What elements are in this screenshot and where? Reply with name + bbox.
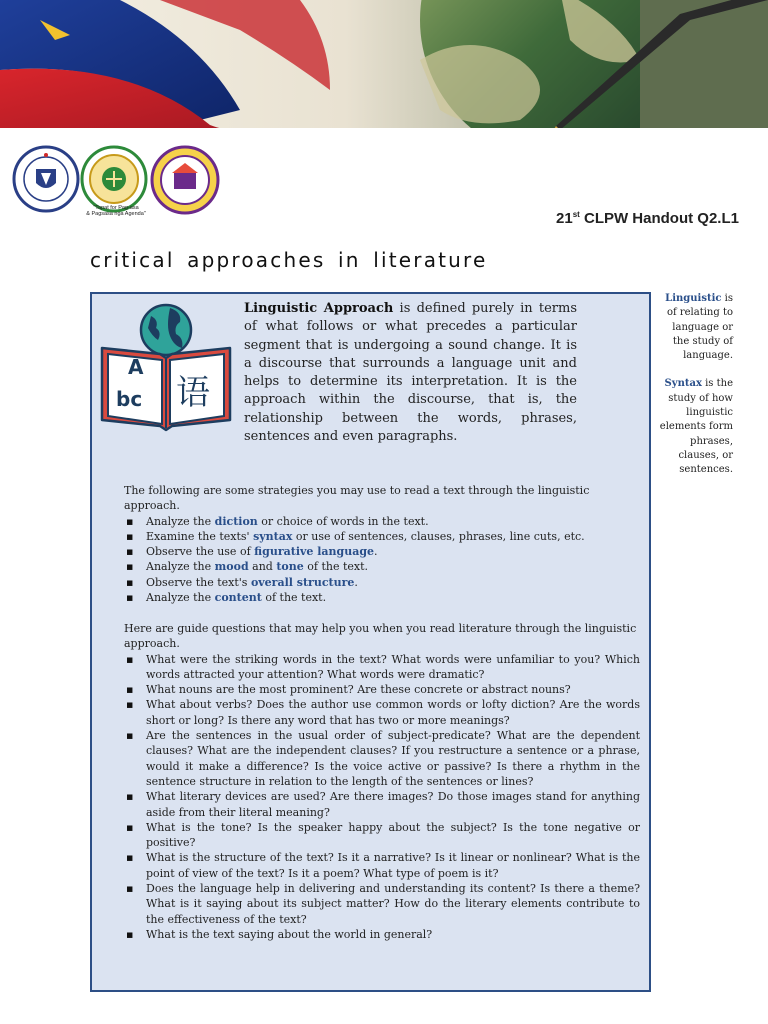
seal-caption: "Tapat for Pag-asa & Pagsasa nga Agenda": [86, 205, 146, 217]
questions-lead: Here are guide questions that may help you when you read literature through the linguistic approach.: [124, 622, 637, 651]
strategy-item: ▪ Analyze the mood and tone of the text.: [124, 559, 640, 574]
question-item: ▪ What nouns are the most prominent? Are these concrete or abstract nouns?: [124, 682, 640, 697]
question-item: ▪ Does the language help in delivering and understanding its content? Is there a theme? What is it saying about its subject matter? How do the literary elements contribute to the effectiveness of the text?: [124, 881, 640, 927]
handout-label: 21st CLPW Handout Q2.L1: [556, 210, 739, 227]
question-item: ▪ What were the striking words in the text? What words were unfamiliar to you? Which words attracted your attention? What words were dramatic?: [124, 652, 640, 683]
sidenote-linguistic: Linguistic is of relating to language or the study of language.: [665, 293, 733, 362]
division-seal: [150, 145, 220, 215]
strategy-item: ▪ Observe the text's overall structure.: [124, 575, 640, 590]
strategy-item: ▪ Analyze the diction or choice of words in the text.: [124, 514, 640, 529]
seals-row: [12, 145, 224, 215]
question-item: ▪ What is the tone? Is the speaker happy about the subject? Is the tone negative or positive?: [124, 820, 640, 851]
side-notes: [655, 292, 733, 492]
questions-section: [124, 621, 640, 942]
sidenote-syntax: Syntax is the study of how linguistic elements form phrases, clauses, or sentences.: [659, 378, 733, 476]
question-item: ▪ What is the structure of the text? Is it a narrative? Is it linear or nonlinear? What is the point of view of the text? Is it a poem? What type of poem is it?: [124, 850, 640, 881]
question-item: ▪ What is the text saying about the world in general?: [124, 927, 640, 942]
content-box: [90, 292, 651, 992]
header-banner: [0, 0, 768, 140]
strategy-item: ▪ Observe the use of figurative language.: [124, 544, 640, 559]
questions-list: [124, 652, 640, 943]
strategies-section: [124, 483, 640, 605]
strategy-item: ▪ Analyze the content of the text.: [124, 590, 640, 605]
deped-seal: [12, 145, 80, 213]
strategies-list: [124, 514, 640, 606]
question-item: ▪ What about verbs? Does the author use common words or lofty diction? Are the words short or long? Is there any word that has two or more meanings?: [124, 697, 640, 728]
page-title: critical approaches in literature: [90, 248, 488, 272]
icon-letters-bc: bc: [116, 387, 143, 411]
strategy-item: ▪ Examine the texts' syntax or use of sentences, clauses, phrases, line cuts, etc.: [124, 529, 640, 544]
intro-paragraph: [244, 300, 577, 446]
question-item: ▪ Are the sentences in the usual order of subject-predicate? What are the dependent clauses? What are the independent clauses? If you restructure a sentence or a phrase, would it make a difference? Is the voice active or passive? Is there a rhythm in the sentence structure in relation to the length of the sentences or lines?: [124, 728, 640, 789]
question-item: ▪ What literary devices are used? Are there images? Do those images stand for anything aside from their literal meaning?: [124, 789, 640, 820]
globe-book-icon: [96, 298, 236, 436]
intro-term: Linguistic Approach: [244, 301, 394, 316]
strategies-lead: The following are some strategies you may use to read a text through the linguistic approach.: [124, 484, 590, 513]
region-seal: [80, 145, 148, 213]
icon-char: 语: [176, 373, 210, 413]
intro-text: is defined purely in terms of what follows or what precedes a particular segment that is undergoing a sound change. It is a discourse that surrounds a language unit and helps to determine its interpretation. It is the approach within the discourse, that is, the relationship between the words, phrases, sentences and even paragraphs.: [244, 301, 577, 445]
icon-letter-a: A: [128, 355, 144, 379]
